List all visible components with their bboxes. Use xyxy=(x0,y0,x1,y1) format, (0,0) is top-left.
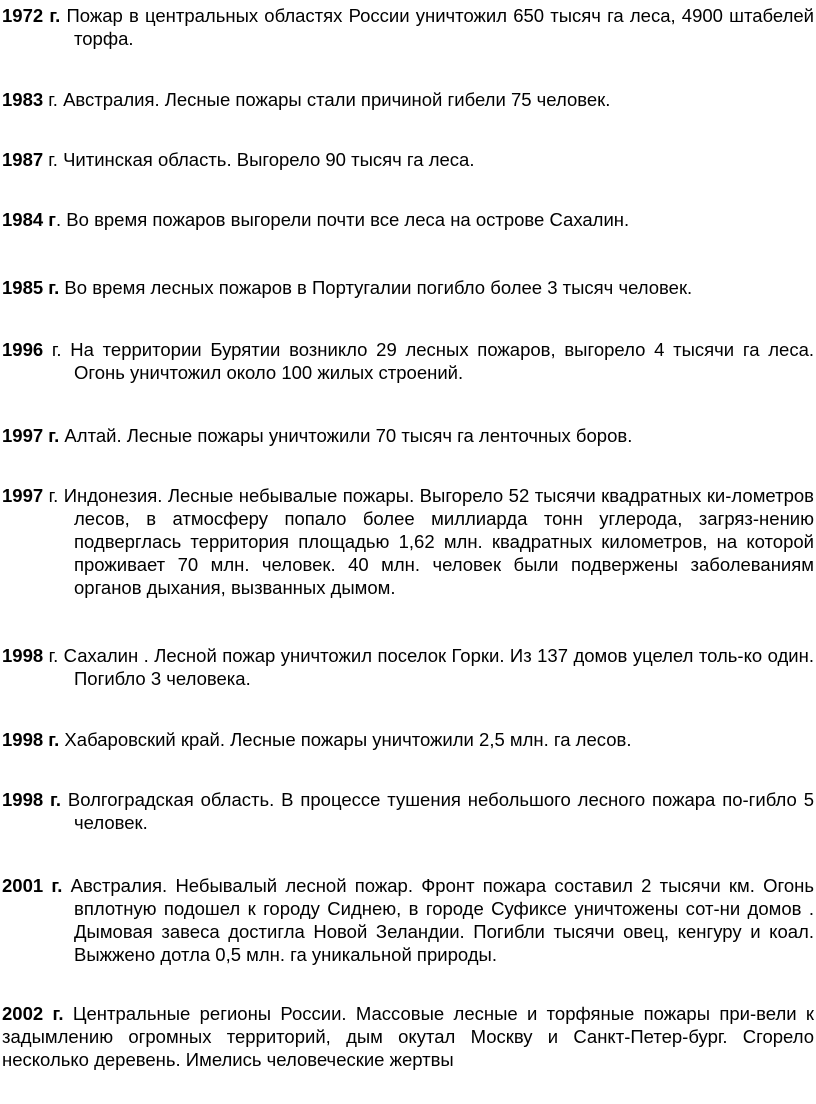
entry-text: г. Читинская область. Выгорело 90 тысяч га леса. xyxy=(43,149,475,170)
entry-text: . Во время пожаров выгорели почти все леса на острове Сахалин. xyxy=(56,209,630,230)
entry-text: г. Австралия. Лесные пожары стали причиной гибели 75 человек. xyxy=(43,89,611,110)
entry-1983 xyxy=(2,88,814,111)
entry-text: г. Индонезия. Лесные небывалые пожары. Выгорело 52 тысячи квадратных ки-лометров лесов, в атмосферу попало более миллиарда тонн углерода, загряз-нению подверглась территория площадью 1,62 млн. квадратных километров, на которой проживает 70 млн. человек. 40 млн. человек были подвержены заболеваниям органов дыхания, вызванных дымом. xyxy=(43,485,814,598)
entry-text: Пожар в центральных областях России уничтожил 650 тысяч га леса, 4900 штабелей торфа. xyxy=(60,5,814,49)
entry-text: Алтай. Лесные пожары уничтожили 70 тысяч га ленточных боров. xyxy=(59,425,633,446)
entry-1998-volgograd xyxy=(2,788,814,834)
entry-year: 1987 xyxy=(2,149,44,170)
entry-text: Австралия. Небывалый лесной пожар. Фронт пожара составил 2 тысячи км. Огонь вплотную подошел к городу Сиднею, в городе Суфиксе уничтожены сот-ни домов . Дымовая завеса достигла Новой Зеландии. Погибли тысячи овец, кенгуру и коал. Выжжено дотла 0,5 млн. га уникальной природы. xyxy=(62,875,814,965)
entry-1984 xyxy=(2,208,814,231)
entry-year: 1983 xyxy=(2,89,44,110)
entry-year: 1997 xyxy=(2,485,44,506)
entry-year: 1998 xyxy=(2,645,44,666)
entry-year: 1972 г. xyxy=(2,5,61,26)
entry-2001 xyxy=(2,874,814,966)
entry-1987 xyxy=(2,148,814,171)
entry-text: Центральные регионы России. Массовые лесные и торфяные пожары при-вели к задымлению огромных территорий, дым окутал Москву и Санкт-Петер-бург. Сгорело несколько деревень. Имелись человеческие жертвы xyxy=(2,1003,814,1070)
entry-1997-altai xyxy=(2,424,814,447)
entry-year: 1996 xyxy=(2,339,44,360)
entry-year: 1998 г. xyxy=(2,789,62,810)
entry-year: 2002 г. xyxy=(2,1003,64,1024)
entry-1998-sakhalin xyxy=(2,644,814,690)
entry-1972 xyxy=(2,4,814,50)
entry-year: 1997 г. xyxy=(2,425,60,446)
entry-text: Во время лесных пожаров в Португалии погибло более 3 тысяч человек. xyxy=(59,277,693,298)
entry-1997-indonesia xyxy=(2,484,814,599)
entry-text: г. Сахалин . Лесной пожар уничтожил поселок Горки. Из 137 домов уцелел толь-ко один. Погибло 3 человека. xyxy=(43,645,814,689)
entry-2002 xyxy=(2,1002,814,1071)
entry-1985 xyxy=(2,276,814,299)
entry-text: Хабаровский край. Лесные пожары уничтожили 2,5 млн. га лесов. xyxy=(59,729,632,750)
entry-1998-khabarovsk xyxy=(2,728,814,751)
entry-year: 1984 г xyxy=(2,209,57,230)
entry-text: Волгоградская область. В процессе тушения небольшого лесного пожара по-гибло 5 человек. xyxy=(61,789,814,833)
entry-year: 2001 г. xyxy=(2,875,63,896)
entry-year: 1985 г. xyxy=(2,277,60,298)
entry-1996 xyxy=(2,338,814,384)
entry-text: г. На территории Бурятии возникло 29 лесных пожаров, выгорело 4 тысячи га леса. Огонь уничтожил около 100 жилых строений. xyxy=(43,339,814,383)
entry-year: 1998 г. xyxy=(2,729,60,750)
